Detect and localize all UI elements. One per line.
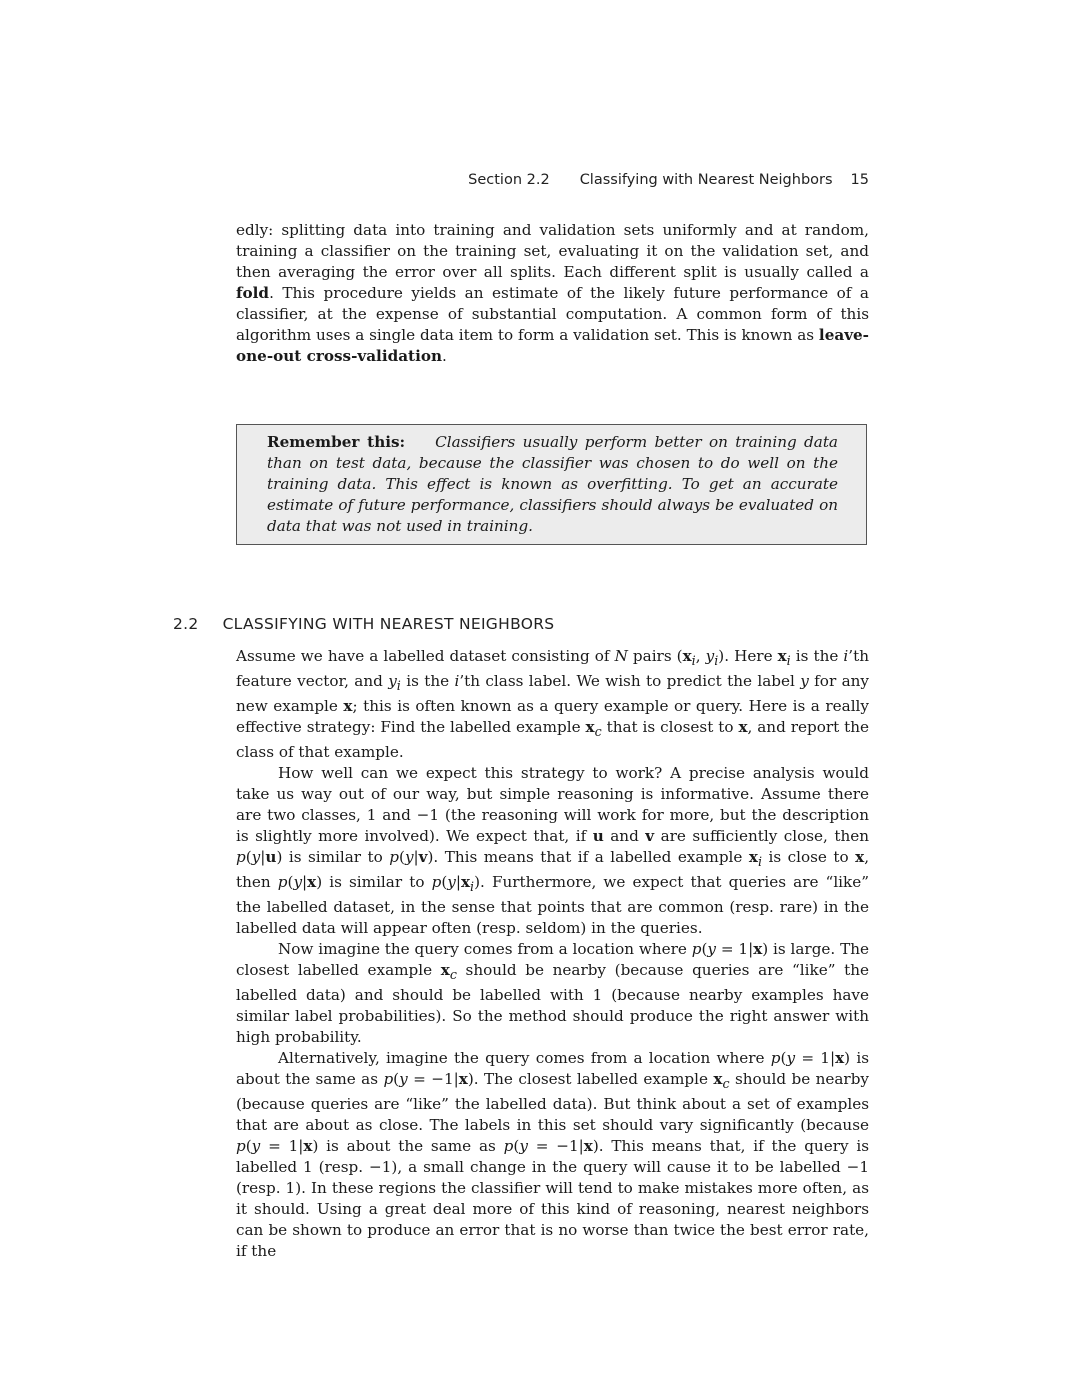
remember-label: Remember this: <box>267 433 406 451</box>
page-number: 15 <box>850 172 869 188</box>
section-title: CLASSIFYING WITH NEAREST NEIGHBORS <box>222 615 555 633</box>
section-running-title: Classifying with Nearest Neighbors <box>579 172 833 188</box>
section-number: 2.2 <box>173 615 199 633</box>
remember-body: Classifiers usually perform better on training data than on test data, because the classifier was chosen to do well on the training data. This effect is known as overfitting. To get an accurate estimate of future performance, classifiers should always be evaluated on data that was not used in training. <box>267 433 838 535</box>
section-body <box>236 646 869 1262</box>
paragraph-alternatively: Alternatively, imagine the query comes from a location where p(y = 1|x) is about the same as p(y = −1|x). The closest labelled example $x_c$ should be nearby (because queries are “like” the labelled data). But think about a set of examples that are about as close. The labels in this set should vary significantly (because p(y = 1|x) is about the same as p(y = −1|x). This means that, if the query is labelled 1 (resp. −1), a small change in the query will cause it to be labelled −1 (resp. 1). In these regions the classifier will tend to make mistakes more often, as it should. Using a great deal more of this kind of reasoning, nearest neighbors can be shown to produce an error that is no worse than twice the best error rate, if the <box>236 1049 869 1261</box>
section-label: Section 2.2 <box>468 172 550 188</box>
term-leave-one-out: leave-one-out cross-validation <box>236 326 869 365</box>
running-head <box>468 172 869 188</box>
paragraph-how-well: How well can we expect this strategy to work? A precise analysis would take us way out of our way, but simple reasoning is informative. Assume there are two classes, 1 and −1 (the reasoning will work for more, but the description is slightly more involved). We expect that, if u and v are sufficiently close, then p(y|u) is similar to p(y|v). This means that if a labelled example $x_i$ is close to x, then p(y|x) is similar to $p(y|x_i)$. Furthermore, we expect that queries are “like” the labelled dataset, in the sense that points that are common (resp. rare) in the labelled data will appear often (resp. seldom) in the queries. <box>236 764 870 938</box>
term-fold: fold <box>236 284 270 302</box>
intro-paragraph: edly: splitting data into training and validation sets uniformly and at random, training a classifier on the training set, evaluating it on the validation set, and then averaging the error over all splits. Each different split is usually called a fold. This procedure yields an estimate of the likely future performance of a classifier, at the expense of substantial computation. A common form of this algorithm uses a single data item to form a validation set. This is known as leave-one-out cross-validation. <box>236 221 869 365</box>
paragraph-now-imagine: Now imagine the query comes from a location where p(y = 1|x) is large. The closest labelled example $x_c$ should be nearby (because queries are “like” the labelled data) and should be labelled with 1 (because nearby examples have similar label probabilities). So the method should produce the right answer with high probability. <box>236 940 869 1047</box>
paragraph-assume: Assume we have a labelled dataset consisting of N pairs ($x_i$, $y_i$). Here $x_i$ is the i’th feature vector, and $y_i$ is the i’th class label. We wish to predict the label y for any new example x; this is often known as a query example or query. Here is a really effective strategy: Find the labelled example $x_c$ that is closest to x, and report the class of that example. <box>236 647 870 762</box>
remember-this-box <box>236 424 867 545</box>
section-heading <box>173 615 554 633</box>
